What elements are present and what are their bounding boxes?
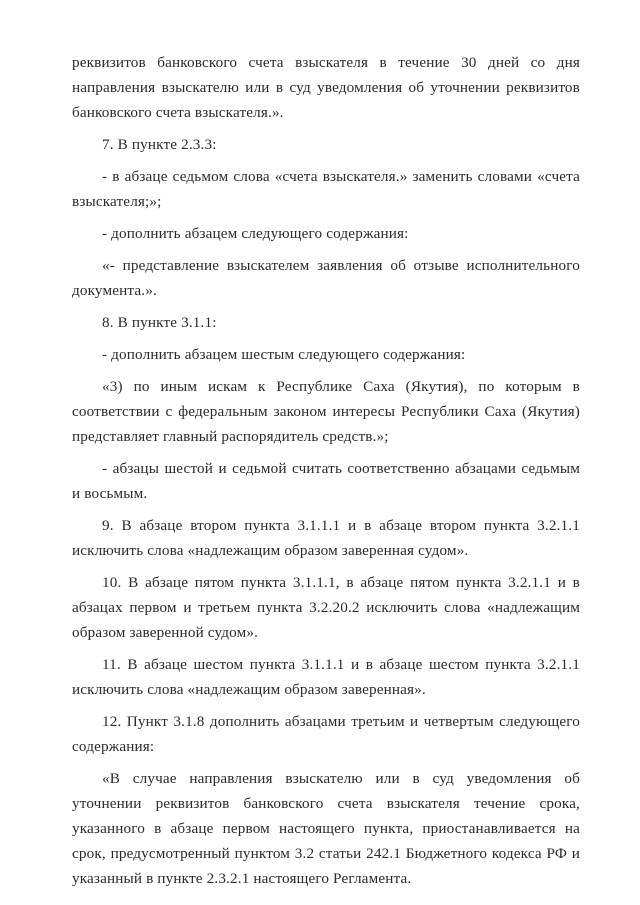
paragraph: реквизитов банковского счета взыскателя в течение 30 дней со дня направления взыскателю или в суд уведомления об уточнении реквизитов банковского счета взыскателя.». — [72, 54, 580, 121]
paragraph: 11. В абзаце шестом пункта 3.1.1.1 и в абзаце шестом пункта 3.2.1.1 исключить слова «надлежащим образом заверенная». — [72, 656, 580, 698]
paragraph: - абзацы шестой и седьмой считать соответственно абзацами седьмым и восьмым. — [72, 460, 580, 502]
paragraph: - дополнить абзацем следующего содержания: — [102, 225, 409, 242]
paragraph: 10. В абзаце пятом пункта 3.1.1.1, в абзаце пятом пункта 3.2.1.1 и в абзацах первом и третьем пункта 3.2.20.2 исключить слова «надлежащим образом заверенной судом». — [72, 574, 580, 641]
paragraph: 12. Пункт 3.1.8 дополнить абзацами третьим и четвертым следующего содержания: — [72, 713, 580, 755]
paragraph: 9. В абзаце втором пункта 3.1.1.1 и в абзаце втором пункта 3.2.1.1 исключить слова «надлежащим образом заверенная судом». — [72, 517, 580, 559]
paragraph: - дополнить абзацем шестым следующего содержания: — [102, 346, 466, 363]
paragraph: 8. В пункте 3.1.1: — [102, 314, 217, 331]
paragraph: 7. В пункте 2.3.3: — [102, 136, 217, 153]
paragraph: «3) по иным искам к Республике Саха (Якутия), по которым в соответствии с федеральным законом интересы Республики Саха (Якутия) представляет главный распорядитель средств.»; — [72, 378, 580, 445]
paragraph: - в абзаце седьмом слова «счета взыскателя.» заменить словами «счета взыскателя;»; — [72, 168, 580, 210]
paragraph: «- представление взыскателем заявления об отзыве исполнительного документа.». — [72, 257, 580, 299]
paragraph: «В случае направления взыскателю или в суд уведомления об уточнении реквизитов банковского счета взыскателя течение срока, указанного в абзаце первом настоящего пункта, приостанавливается на срок, предусмотренный пунктом 3.2 статьи 242.1 Бюджетного кодекса РФ и указанный в пункте 2.3.2.1 настоящего Регламента. — [72, 770, 580, 887]
